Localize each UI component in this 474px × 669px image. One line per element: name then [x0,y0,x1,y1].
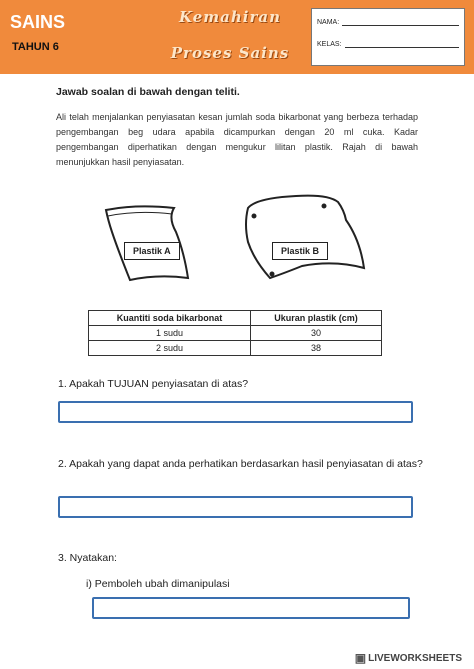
question-2: 2. Apakah yang dapat anda perhatikan berdasarkan hasil penyiasatan di atas? [58,458,423,470]
class-row [317,39,459,48]
table-header-cell: Kuantiti soda bikarbonat [89,311,251,326]
table-row [89,326,382,341]
worksheet-header [0,0,474,74]
results-table [88,310,382,356]
banner-title-line1: Kemahiran [179,8,281,26]
name-label: NAMA: [317,19,340,26]
question-3-i: i) Pemboleh ubah dimanipulasi [86,578,230,590]
plastic-bag-b-drawing [246,196,364,278]
question-1: 1. Apakah TUJUAN penyiasatan di atas? [58,378,249,390]
table-cell: 38 [251,341,382,356]
subject-title: SAINS [10,12,66,32]
scenario-paragraph: Ali telah menjalankan penyiasatan kesan jumlah soda bikarbonat yang berbeza terhadap pengembangan beg udara apabila dicampurkan dengan 20 ml cuka. Kadar pengembangan diperhatikan dengan mengukur lilitan plastik. Rajah di bawah menunjukkan hasil penyiasatan. [56,112,418,167]
answer-box-3i[interactable] [92,597,410,619]
class-line [345,39,459,48]
liveworksheets-logo [355,651,462,665]
table-cell: 1 sudu [89,326,251,341]
student-info-box [311,8,465,66]
table-header-cell: Ukuran plastik (cm) [251,311,382,326]
plastic-a-label: Plastik A [124,242,180,260]
footer-brand: LIVEWORKSHEETS [368,652,462,664]
instruction-heading: Jawab soalan di bawah dengan teliti. [56,86,240,98]
question-3: 3. Nyatakan: [58,552,117,564]
answer-box-2[interactable] [58,496,413,518]
name-line [342,17,459,26]
table-row [89,341,382,356]
plastic-b-label: Plastik B [272,242,328,260]
table-header-row [89,311,382,326]
answer-box-1[interactable] [58,401,413,423]
banner-title-line2: Proses Sains [170,44,290,62]
liveworksheets-icon: ▣ [354,651,367,665]
name-row [317,17,459,26]
year-label: TAHUN 6 [12,41,59,53]
plastic-bags-figure [96,180,376,290]
table-cell: 2 sudu [89,341,251,356]
plastic-bags-drawing [96,180,376,290]
class-label: KELAS: [317,41,342,48]
table-cell: 30 [251,326,382,341]
